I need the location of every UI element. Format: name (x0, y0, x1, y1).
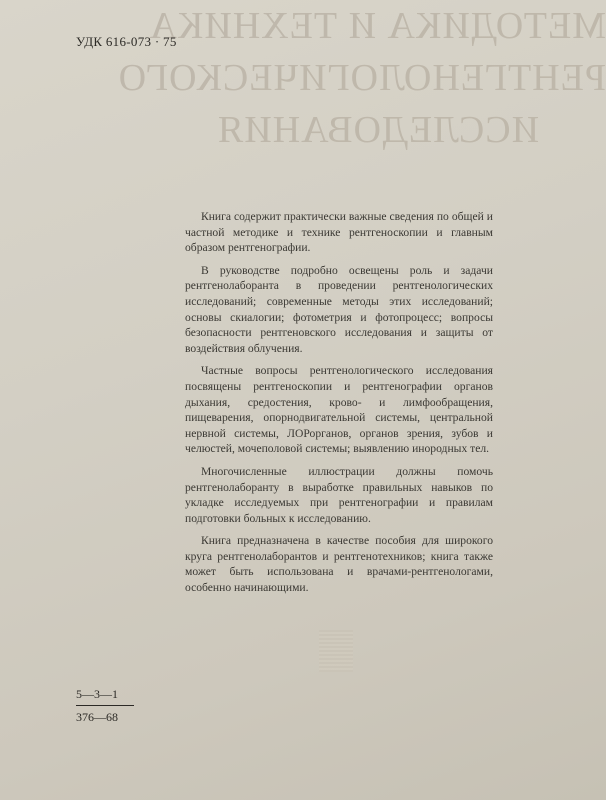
book-abstract (185, 209, 493, 603)
abstract-paragraph: Книга содержит практически важные сведения по общей и частной методике и технике рентгеноскопии и главным образом рентгенографии. (185, 210, 493, 255)
udk-code: УДК 616-073 · 75 (76, 34, 177, 49)
bleed-through-line: ИССЛЕДОВАНИЯ (216, 109, 540, 151)
code-denominator: 376—68 (76, 710, 118, 724)
abstract-paragraph: В руководстве подробно освещены роль и задачи рентгенолаборанта в проведении рентгенологических исследований; современные методы этих исследований; основы скиалогии; фотометрия и фотопроцесс; вопросы безопасности рентгеновского исследования и защиты от воздействия облучения. (185, 263, 493, 355)
bleed-through-line: МЕТОДИКА И ТЕХНИКА (148, 5, 606, 47)
abstract-paragraph: Книга предназначена в качестве пособия для широкого круга рентгенолаборантов и рентгенотехников; книга также может быть использована и врачами-рентгенологами, особенно начинающими. (185, 534, 493, 595)
faded-stamp (319, 630, 353, 672)
publication-codes (76, 686, 134, 725)
bleed-through-line: РЕНТГЕНОЛОГИЧЕСКОГО (117, 57, 606, 99)
abstract-paragraph: Частные вопросы рентгенологического исследования посвящены рентгеноскопии и рентгенографии органов дыхания, средостения, крово- и лимфообращения, пищеварения, опорнодвигательной системы, центральной нервной системы, ЛОРорганов, органов зрения, зубов и челюстей, мочеполовой системы; выявлению инородных тел. (185, 364, 493, 456)
abstract-paragraph: Многочисленные иллюстрации должны помочь рентгенолаборанту в выработке правильных навыков по укладке исследуемых при рентгенографии и правилам подготовки больных к исследованию. (185, 464, 493, 525)
code-numerator: 5—3—1 (76, 686, 134, 706)
